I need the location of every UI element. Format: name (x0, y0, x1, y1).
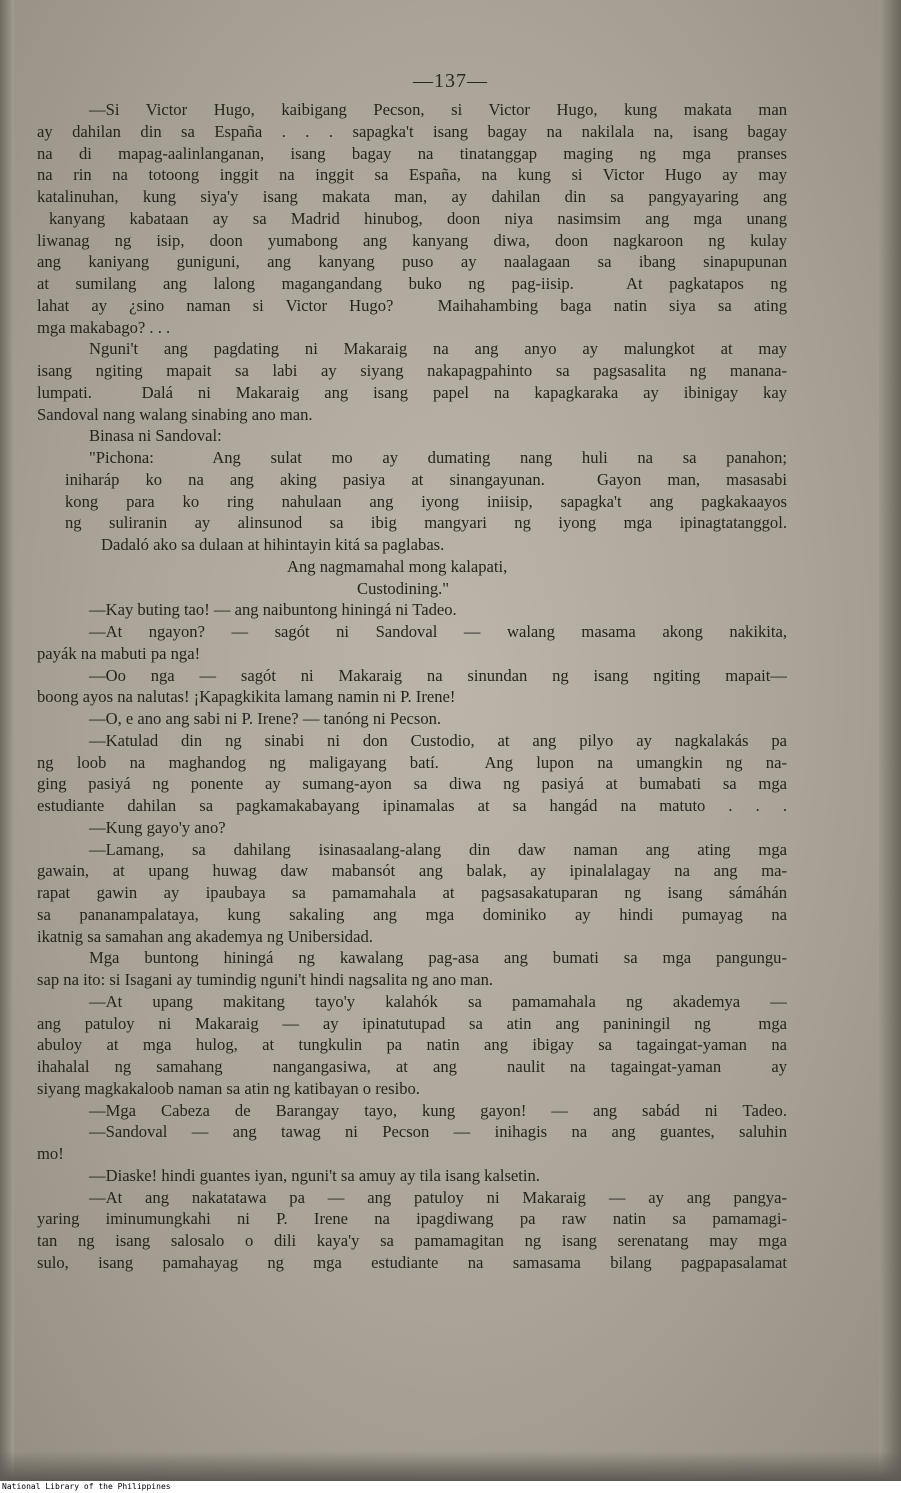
text-line: —Diaske! hindi guantes iyan, nguni't sa amuy ay tila isang kalsetin. (89, 1165, 540, 1185)
text-line: —At ang nakatatawa pa — ang patuloy ni Makaraig — ay ang pangya- (89, 1187, 787, 1207)
text-line: sulo, isang pamahayag ng mga estudiante na samasama bilang pagpapasalamat (37, 1252, 787, 1272)
text-line: na di mapag-aalinlanganan, isang bagay na tinatanggap maging ng mga pranses (37, 143, 787, 163)
text-line: liwanag ng isip, doon yumabong ang kanyang diwa, doon nagkaroon ng kulay (37, 230, 787, 250)
text-line: —Oo nga — sagót ni Makaraig na sinundan ng isang ngiting mapait— (89, 665, 787, 685)
text-line: Nguni't ang pagdating ni Makaraig na ang anyo ay malungkot at may (89, 339, 787, 359)
text-line: Custodining." (357, 578, 450, 598)
text-line: —O, e ano ang sabi ni P. Irene? — tanóng ni Pecson. (89, 709, 442, 728)
text-line: lumpati. Dalá ni Makaraig ang isang papel na kapagkaraka ay ibinigay kay (37, 382, 787, 402)
text-line: kong para ko ring nahulaan ang iyong iniisip, sapagka't ang pagkakaayos (65, 491, 787, 511)
text-line: "Pichona: Ang sulat mo ay dumating nang huli na sa panahon; (89, 448, 787, 467)
text-line: Binasa ni Sandoval: (89, 426, 222, 446)
text-line: tan ng isang salosalo o dili kaya'y sa pamamagitan ng isang serenatang may mga (37, 1231, 787, 1250)
text-line: —Katulad din ng sinabi ni don Custodio, at ang pilyo ay nagkalakás pa (89, 730, 787, 750)
text-line: Dadaló ako sa dulaan at hihintayin kitá sa paglabas. (101, 535, 445, 554)
text-line: isang ngiting mapait sa labi ay siyang nakapagpahinto sa pagsasalita ng manana- (37, 361, 787, 380)
text-line: ng suliranin ay alinsunod sa ibig mangyari ng iyong mga ipinagtatanggol. (65, 513, 787, 533)
text-line: —Sandoval — ang tawag ni Pecson — inihagis na ang guantes, saluhin (89, 1122, 787, 1142)
text-line: Mga buntong hiningá ng kawalang pag-asa ang bumati sa mga pangungu- (89, 948, 787, 968)
text-line: rapat gawin ay ipaubaya sa pamamahala at pagsasakatuparan ng isang sámáhán (37, 883, 787, 902)
text-line: boong ayos na nalutas! ¡Kapagkikita lamang namin ni P. Irene! (37, 687, 456, 707)
text-line: gawain, at upang huwag daw mabansót ang balak, ay ipinalalagay na ang ma- (37, 861, 787, 881)
text-line: —At upang makitang tayo'y kalahók sa pamamahala ng akademya — (89, 991, 787, 1011)
text-line: mga makabago? . . . (37, 317, 171, 337)
text-line: payák na mabuti pa nga! (37, 643, 201, 663)
text-line: —Kung gayo'y ano? (89, 817, 226, 837)
text-line: sa pananampalataya, kung sakaling ang mga dominiko ay hindi pumayag na (37, 904, 787, 924)
text-line: abuloy at mga hulog, at tungkulin pa natin ang ibigay sa tagaingat-yaman na (37, 1035, 787, 1055)
text-line: ng loob na maghandog ng maligayang batí. Ang lupon na umangkin ng na- (37, 752, 787, 772)
text-line: iniharáp ko na ang aking pasiya at sinangayunan. Gayon man, masasabi (65, 469, 787, 489)
page-number: —137— (413, 70, 488, 92)
body-text (37, 99, 787, 1274)
page-bottom-edge (0, 1451, 901, 1481)
text-line: ikatnig sa samahan ang akademya ng Unibersidad. (37, 926, 373, 946)
text-line: Sandoval nang walang sinabing ano man. (37, 404, 313, 424)
text-line: ihahalal ng samahang nangangasiwa, at ang naulit na tagaingat-yaman ay (37, 1057, 787, 1076)
page-right-edge (879, 0, 901, 1493)
text-line: estudiante dahilan sa pagkamakabayang ipinamalas at sa hangád na matuto . . . (37, 796, 787, 815)
text-line: ging pasiyá ng ponente ay sumang-ayon sa diwa ng pasiyá at bumabati sa mga (37, 774, 787, 794)
footer-credit: National Library of the Philippines (0, 1481, 901, 1493)
text-line: kanyang kabataan ay sa Madrid hinubog, doon niya nasimsim ang mga unang (49, 208, 787, 228)
text-line: mo! (37, 1144, 64, 1163)
text-line: sap na ito: si Isagani ay tumindig nguni't hindi nagsalita ng ano man. (37, 970, 494, 989)
text-line: —Lamang, sa dahilang isinasaalang-alang din daw naman ang ating mga (89, 839, 787, 859)
page-left-edge (0, 0, 14, 1493)
text-line: —At ngayon? — sagót ni Sandoval — walang masama akong nakikita, (89, 622, 787, 641)
text-line: na rin na totoong inggit na inggit sa España, na kung si Victor Hugo ay may (37, 165, 787, 185)
text-line: siyang magkakaloob naman sa atin ng katibayan o resibo. (37, 1078, 420, 1098)
text-line: ang kaniyang guniguni, ang kanyang puso ay naalagaan sa ibang sinapupunan (37, 252, 787, 272)
text-line: —Kay buting tao! — ang naibuntong hiningá ni Tadeo. (89, 600, 457, 620)
text-line: at sumilang ang lalong magangandang buko ng pag-iisip. At pagkatapos ng (37, 274, 787, 293)
text-line: —Si Victor Hugo, kaibigang Pecson, si Victor Hugo, kung makata man (89, 100, 787, 119)
text-line: katalinuhan, kung siya'y isang makata man, ay dahilan din sa pangyayaring ang (37, 187, 787, 206)
text-line: yaring iminumungkahi ni P. Irene na ipagdiwang pa raw natin sa pamamagi- (37, 1209, 787, 1229)
text-line: lahat ay ¿sino naman si Victor Hugo? Maihahambing baga natin siya sa ating (37, 295, 787, 315)
text-line: ang patuloy ni Makaraig — ay ipinatutupad sa atin ang paniningil ng mga (37, 1013, 787, 1033)
text-line: ay dahilan din sa España . . . sapagka't isang bagay na nakilala na, isang bagay (37, 121, 787, 141)
text-line: —Mga Cabeza de Barangay tayo, kung gayon! — ang sabád ni Tadeo. (89, 1100, 787, 1120)
text-line: Ang nagmamahal mong kalapati, (287, 556, 508, 576)
